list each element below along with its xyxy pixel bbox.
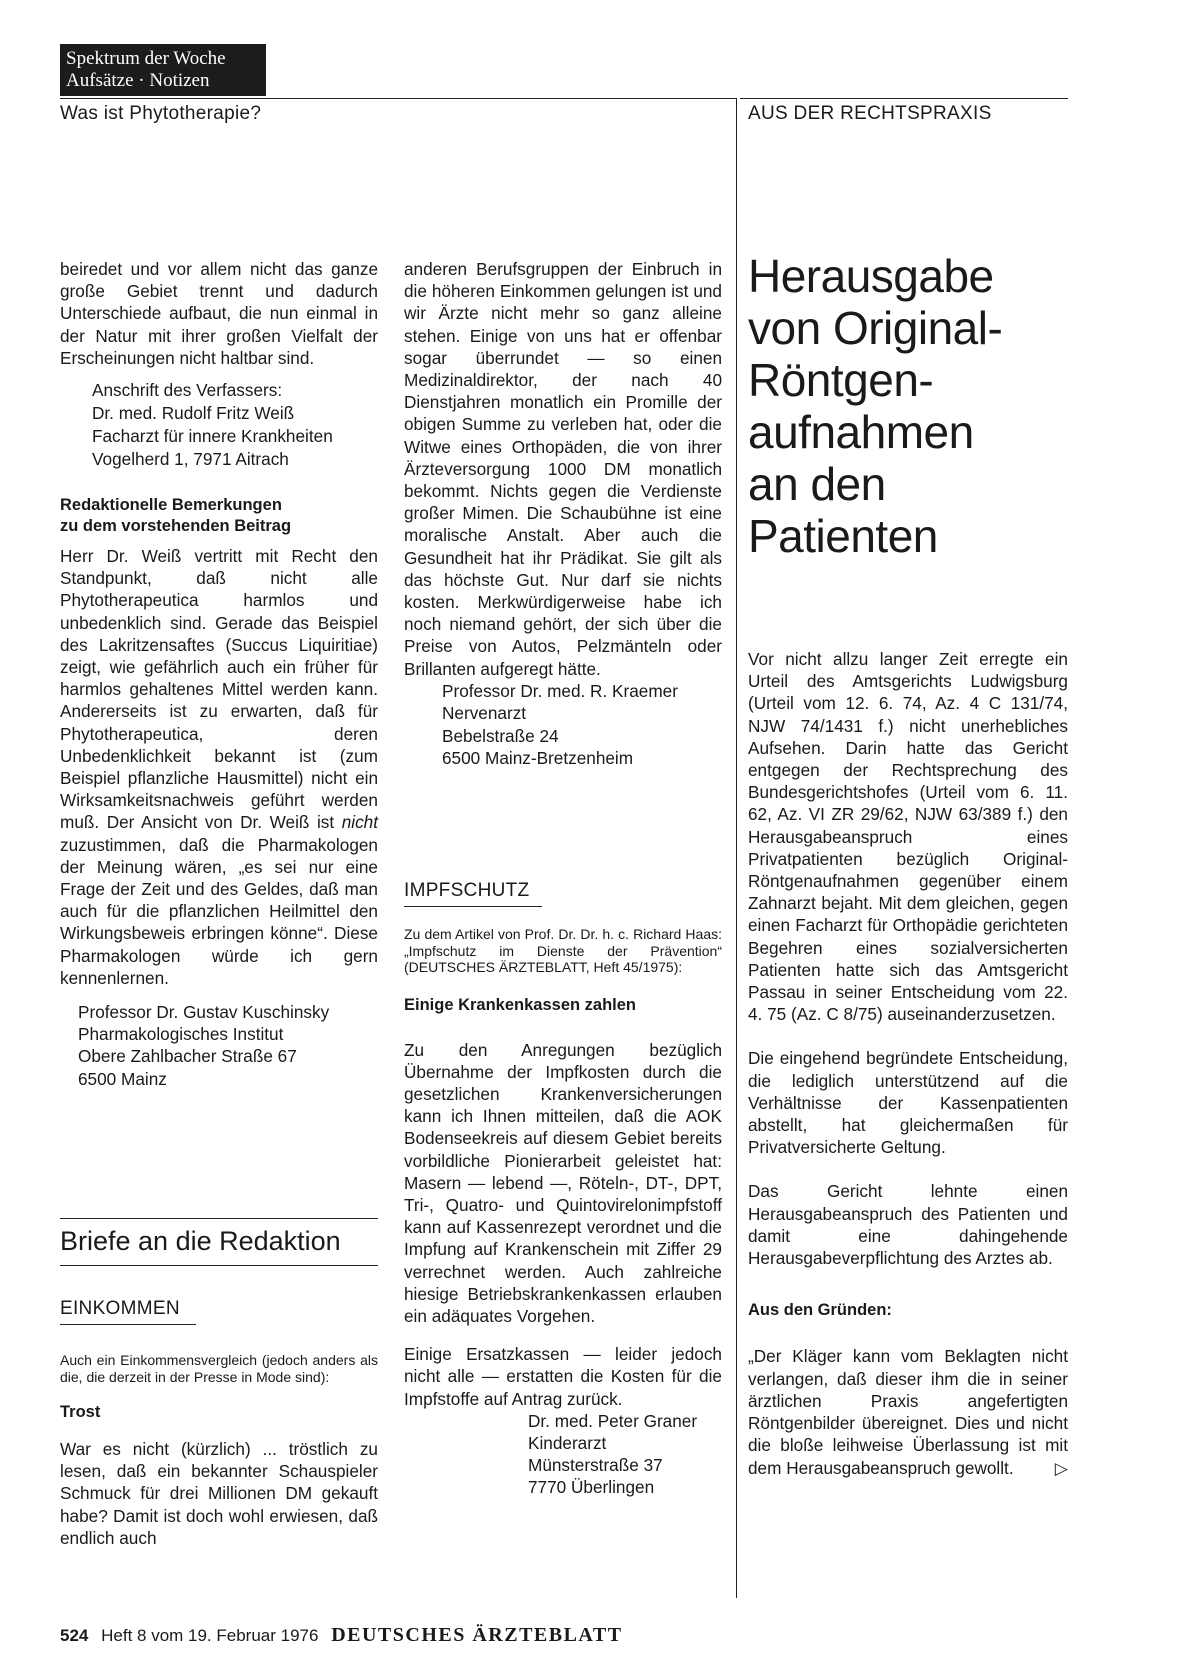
trost-paragraph: War es nicht (kürzlich) ... tröstlich zu lesen, daß ein bekannter Schauspieler Schmuck für drei Millionen DM gekauft habe? Damit ist doch wohl erwiesen, daß endlich auch [60,1439,378,1548]
editorial-heading-line: Redaktionelle Bemerkungen [60,496,282,515]
letters-rule-top [60,1218,378,1219]
impfschutz-lead: Zu dem Artikel von Prof. Dr. Dr. h. c. Richard Haas: „Impfschutz im Dienste der Prävention“ (DEUTSCHES ÄRZTEBLATT, Heft 45/1975): [404,926,722,975]
signature-line: 7770 Überlingen [528,1477,655,1498]
signature-line: Münsterstraße 37 [528,1455,663,1476]
column-divider [736,98,737,1598]
impfschutz-paragraph-2: Einige Ersatzkassen — leider jedoch nicht alle — erstatten die Kosten für die Impfstoffe auf Antrag zurück. [404,1344,722,1409]
editorial-heading [60,495,378,537]
article-paragraph: Die eingehend begründete Entscheidung, die lediglich unterstützend auf die Verhältnisse der Kassenpatienten abstellt, hat gleichermaßen für Privatversicherte Geltung. [748,1048,1068,1158]
page-footer [60,1624,623,1647]
trost-heading: Trost [60,1403,101,1421]
article-headline: Herausgabe von Original- Röntgen- aufnahmen an den Patienten [748,250,1003,562]
einkommen-lead: Auch ein Einkommensvergleich (jedoch anders als die, die derzeit in der Presse in Mode sind): [60,1352,378,1385]
header-rule-right [740,98,1068,99]
signature-line: Professor Dr. med. R. Kraemer [442,680,678,701]
signature-line: Dr. med. Peter Graner [528,1410,698,1431]
article-paragraph: Das Gericht lehnte einen Herausgabeanspruch des Patienten und damit eine dahingehende Herausgabeverpflichtung des Arztes ab. [748,1181,1068,1269]
editorial-paragraph: Herr Dr. Weiß vertritt mit Recht den Standpunkt, daß nicht alle Phytotherapeutica harmlos und unbedenklich sind. Gerade das Beispiel des Lakritzensaftes (Succus Liquiritiae) zeigt, wie gefährlich auch ein früher für harmlos gehaltenes Mittel werden kann. Andererseits ist zu erwarten, daß für Phytotherapeutica, deren Unbedenklichkeit bekannt ist (zum Beispiel pflanzliche Hausmittel) nicht ein Wirksamkeitsnachweis geführt werden muß. Der Ansicht von Dr. Weiß ist nicht zuzustimmen, daß die Pharmakologen der Meinung wären, „es sei nur eine Frage der Zeit und des Geldes, daß man auch für die pflanzlichen Heilmittel den Wirkungsbeweis erbringen könne“. Diese Pharmakologen würde ich gern kennenlernen. [60,546,378,988]
section-badge [60,44,266,96]
badge-line-1: Spektrum der Woche [66,48,226,69]
article-quote: „Der Kläger kann vom Beklagten nicht verlangen, daß dieser ihm die in seiner ärztlichen Praxis angefertigten Röntgenbilder übereignet. Dies und nicht die bloße leihweise Überlassung ist mit dem Herausgabeanspruch gewollt. ▷ [748,1346,1068,1478]
signature-line: Nervenarzt [442,703,527,724]
address-label: Anschrift des Verfassers: [92,380,283,401]
signature-line: Professor Dr. Gustav Kuschinsky [78,1002,330,1023]
column-1-lower [60,1352,378,1549]
emphasis: nicht [341,812,378,833]
column-2 [404,258,722,770]
signature-line: 6500 Mainz-Bretzenheim [442,748,634,769]
letter-signature [404,680,722,770]
signature-line: Bebelstraße 24 [442,725,559,746]
impfschutz-paragraph-1: Zu den Anregungen bezüglich Übernahme der Impfkosten durch die gesetzlichen Krankenversicherungen kann ich Ihnen mitteilen, daß die AOK Bodenseekreis auf diesem Gebiet bereits vorbildliche Pionierarbeit geleistet hat: Masern — lebend —, Röteln-, DT-, DPT, Tri-, Quatro- und Quintovirelonimpfstoff kann auf Kassenrezept verordnet und die Impfung auf Krankenschein mit Ziffer 29 verrechnet werden. Auch zahlreiche hiesige Betriebskrankenkassen erlauben ein adäquates Vorgehen. [404,1039,722,1326]
impfschutz-signature [404,1410,722,1499]
address-line: Facharzt für innere Krankheiten [92,426,333,447]
signature-line: 6500 Mainz [78,1068,167,1089]
impfschutz-label: IMPFSCHUTZ [404,880,530,901]
intro-paragraph: beiredet und vor allem nicht das ganze große Gebiet trennt und dadurch Unterschiede aufbaut, die nun einmal in der Natur mit ihrer großen Vielfalt der Erscheinungen nicht haltbar sind. [60,259,378,368]
letter-paragraph: anderen Berufsgruppen der Einbruch in die höheren Einkommen gelungen ist und wir Ärzte nicht mehr so ganz alleine stehen. Einige von uns hat er offenbar sogar überrundet — so einen Medizinaldirektor, der nach 40 Dienstjahren monatlich ein Promille der obigen Summe zu verleben hat, oder die Witwe eines Orthopäden, die von ihrer Ärzteversorgung 1000 DM monatlich bekommt. Nichts gegen die Verdienste großer Mimen. Die Schaubühne ist eine moralische Anstalt. Aber auch die Gesundheit hat ihr Prädikat. Sie gilt als das höchste Gut. Nur darf sie nichts kosten. Merkwürdigerweise habe ich noch niemand gehört, der sich über die Preise von Autos, Pelzmänteln oder Brillanten aufgeregt hätte. [404,259,722,679]
einkommen-label: EINKOMMEN [60,1298,180,1319]
einkommen-underline [60,1324,196,1325]
article-paragraph: Vor nicht allzu langer Zeit erregte ein Urteil des Amtsgerichts Ludwigsburg (Urteil vom 12. 6. 74, Az. 4 C 131/74, NJW 74/1431 f.) nicht unerhebliches Aufsehen. Darin hatte das Gericht entgegen der Rechtsprechung des Bundesgerichtshofes (Urteil vom 6. 11. 62, Az. VI ZR 29/62, NJW 63/389 f.) den Herausgabeanspruch eines Privatpatienten bezüglich Original-Röntgenaufnahmen gegenüber einem Zahnarzt bejaht. Mit dem gleichen, gegen einen Facharzt für Orthopädie gerichteten Begehren eines sozialversicherten Patienten hatte sich das Amtsgericht Passau in seiner Entscheidung vom 22. 4. 75 (Az. C 8/75) auseinanderzusetzen. [748,649,1068,1025]
section-title-right: AUS DER RECHTSPRAXIS [748,103,992,124]
signature-line: Obere Zahlbacher Straße 67 [78,1046,297,1067]
masthead: DEUTSCHES ÄRZTEBLATT [331,1624,623,1646]
impfschutz-underline [404,906,542,907]
column-1 [60,258,378,1090]
letters-rule-bottom [60,1265,378,1266]
gruende-heading: Aus den Gründen: [748,1301,892,1320]
address-line: Dr. med. Rudolf Fritz Weiß [92,403,295,424]
signature-line: Pharmakologisches Institut [78,1024,284,1045]
column-3 [748,648,1068,1479]
continue-arrow-icon: ▷ [1054,1457,1068,1478]
badge-line-2: Aufsätze · Notizen [66,70,210,91]
author-address [60,379,378,471]
editorial-heading-line: zu dem vorstehenden Beitrag [60,517,292,536]
column-2-lower [404,926,722,1499]
section-title-left: Was ist Phytotherapie? [60,103,262,124]
address-line: Vogelherd 1, 7971 Aitrach [92,449,289,470]
header-rule-left [60,98,736,99]
letters-title: Briefe an die Redaktion [60,1226,341,1256]
editorial-signature [60,1001,378,1090]
impfschutz-heading: Einige Krankenkassen zahlen [404,995,637,1014]
issue-info: Heft 8 vom 19. Februar 1976 [101,1626,319,1645]
page-number: 524 [60,1626,89,1645]
signature-line: Kinderarzt [528,1432,607,1453]
